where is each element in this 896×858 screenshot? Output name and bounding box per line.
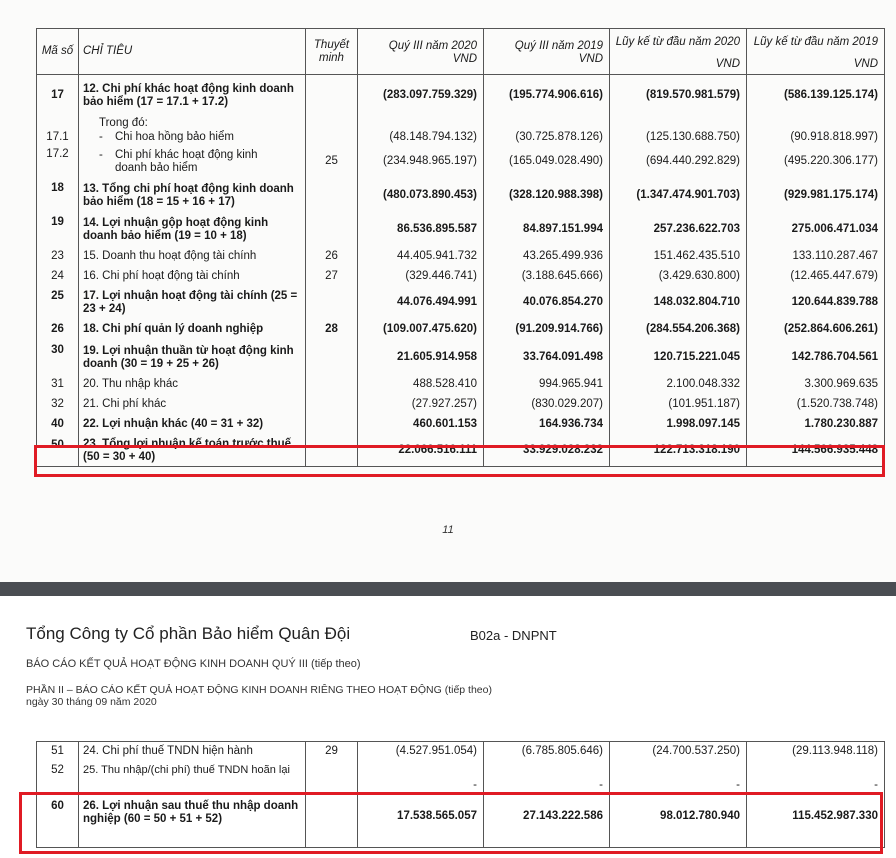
table-row: 51 24. Chi phí thuế TNDN hiện hành 29 (4.527.951.054) (6.785.805.646) (24.700.537.250) (29.113.948.118) <box>37 742 885 762</box>
table-row: 40 22. Lợi nhuận khác (40 = 31 + 32) 460.601.153 164.936.734 1.998.097.145 1.780.230.887 <box>37 415 885 435</box>
table-row: 30 19. Lợi nhuận thuần từ hoạt động kinh doanh (30 = 19 + 25 + 26) 21.605.914.958 33.764.091.498 120.715.221.045 142.786.704.561 <box>37 341 885 375</box>
table-row: Trong đó: <box>37 117 885 131</box>
header-code: Mã số <box>37 29 79 75</box>
table-row: 32 21. Chi phí khác (27.927.257) (830.029.207) (101.951.187) (1.520.738.748) <box>37 395 885 415</box>
income-statement-table <box>36 28 885 467</box>
header-note: Thuyết minh <box>306 29 358 75</box>
page-separator <box>0 582 896 596</box>
table-row: 23 15. Doanh thu hoạt động tài chính 26 44.405.941.732 43.265.499.936 151.462.435.510 133.110.287.467 <box>37 247 885 267</box>
table-row: 17.1 - Chi hoa hồng bảo hiểm (48.148.794.132) (30.725.878.126) (125.130.688.750) (90.918.818.997) <box>37 131 885 145</box>
table-row: 52 25. Thu nhập/(chi phí) thuế TNDN hoãn lại - - - - <box>37 762 885 792</box>
form-code: B02a - DNPNT <box>470 628 557 643</box>
table-row: 25 17. Lợi nhuận hoạt động tài chính (25 = 23 + 24) 44.076.494.991 40.076.854.270 148.032.804.710 120.644.839.788 <box>37 287 885 319</box>
company-name: Tổng Công ty Cổ phần Bảo hiểm Quân Đội <box>26 624 351 643</box>
report-date: ngày 30 tháng 09 năm 2020 <box>26 696 157 708</box>
income-statement-table-continued <box>36 741 885 848</box>
table-row: 18 13. Tổng chi phí hoạt động kinh doanh bảo hiểm (18 = 15 + 16 + 17) (480.073.890.453) (328.120.988.398) (1.347.474.901.703) (929.981.175.174) <box>37 179 885 213</box>
page-number: 11 <box>442 524 454 536</box>
table-row-net-profit: 60 26. Lợi nhuận sau thuế thu nhập doanh nghiệp (60 = 50 + 51 + 52) 17.538.565.057 27.143.222.586 98.012.780.940 115.452.987.330 <box>37 792 885 848</box>
table-row: 17.2 - Chi phí khác hoạt động kinh doanh bảo hiểm 25 (234.948.965.197) (165.049.028.490) (694.440.292.829) (495.220.306.177) <box>37 145 885 179</box>
table-header-row <box>37 29 885 75</box>
table-row: 19 14. Lợi nhuận gộp hoạt động kinh doanh bảo hiểm (19 = 10 + 18) 86.536.895.587 84.897.151.994 257.236.622.703 275.006.471.034 <box>37 213 885 247</box>
header-ytd-2019: Lũy kế từ đầu năm 2019 VND <box>747 29 885 75</box>
table-row-pretax-profit: 50 23. Tổng lợi nhuận kế toán trước thuế (50 = 30 + 40) 22.066.516.111 33.929.028.232 122.713.318.190 144.566.935.448 <box>37 435 885 467</box>
header-name: CHỈ TIÊU <box>79 29 306 75</box>
report-page-2 <box>0 596 896 858</box>
header-q3-2020: Quý III năm 2020 VND <box>358 29 484 75</box>
part-title: PHẦN II – BÁO CÁO KẾT QUẢ HOẠT ĐỘNG KINH DOANH RIÊNG THEO HOẠT ĐỘNG (tiếp theo) <box>26 684 492 696</box>
header-q3-2019: Quý III năm 2019 VND <box>484 29 610 75</box>
header-ytd-2020: Lũy kế từ đầu năm 2020 VND <box>610 29 747 75</box>
table-row: 17 12. Chi phí khác hoạt động kinh doanh bảo hiểm (17 = 17.1 + 17.2) (283.097.759.329) (195.774.906.616) (819.570.981.579) (586.139.125.174) <box>37 75 885 117</box>
report-title: BÁO CÁO KẾT QUẢ HOẠT ĐỘNG KINH DOANH QUÝ III (tiếp theo) <box>26 658 361 670</box>
table-row: 26 18. Chi phí quản lý doanh nghiệp 28 (109.007.475.620) (91.209.914.766) (284.554.206.368) (252.864.606.261) <box>37 319 885 341</box>
table-row: 31 20. Thu nhập khác 488.528.410 994.965.941 2.100.048.332 3.300.969.635 <box>37 375 885 395</box>
table-row: 24 16. Chi phí hoạt động tài chính 27 (329.446.741) (3.188.645.666) (3.429.630.800) (12.465.447.679) <box>37 267 885 287</box>
